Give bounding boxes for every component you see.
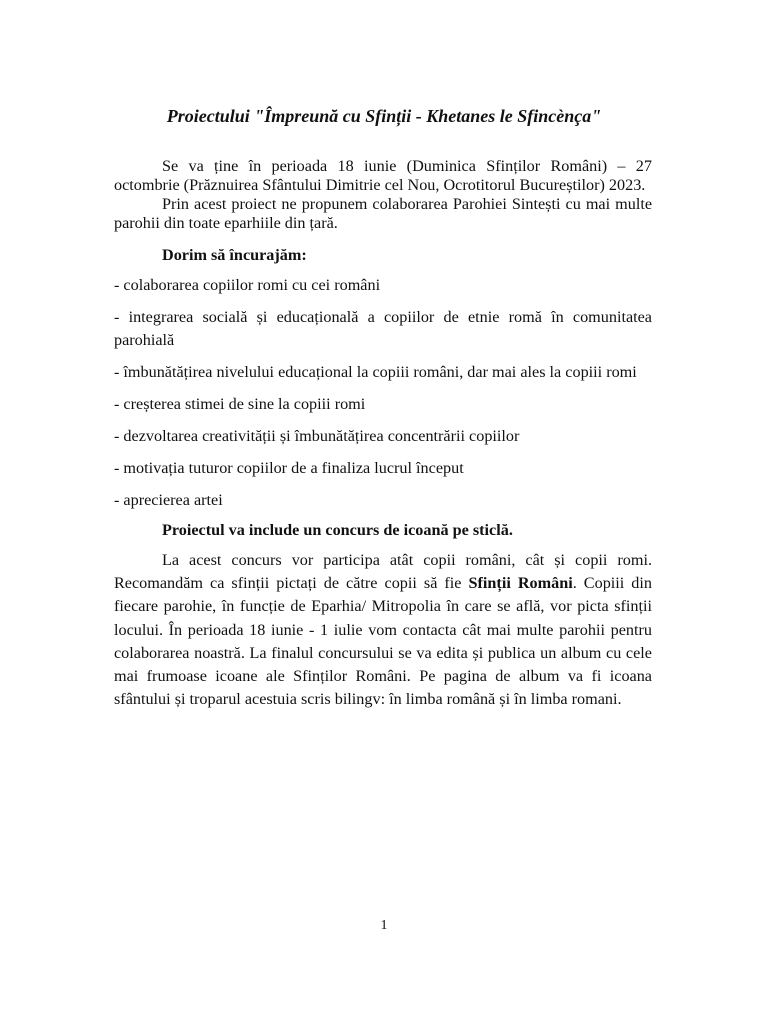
goal-item: - motivația tuturor copiilor de a finaliza lucrul început [114, 459, 464, 477]
contest-text-part1: La acest concurs vor participa atât copii români, cât și copii romi. Recomandăm ca sfinții pictați de către copii să fie [114, 551, 652, 593]
goal-item: - colaborarea copiilor romi cu cei români [114, 276, 381, 294]
intro-section [114, 157, 652, 233]
document-title: Proiectului "Împreună cu Sfinții - Khetanes le Sfincènça" [166, 106, 602, 126]
goals-heading: Dorim să încurajăm: [162, 246, 307, 264]
goals-list [114, 274, 652, 512]
goal-item: - îmbunătățirea nivelului educațional la copiii români, dar mai ales la copiii romi [114, 363, 637, 381]
document-body [114, 157, 652, 711]
contest-text-bold: Sfinții Români [468, 574, 573, 593]
contest-paragraph [114, 549, 652, 711]
contest-text-part2: . Copiii din fiecare parohie, în funcție de Eparhia/ Mitropolia în care se află, vor picta sfinții locului. În perioada 18 iunie - 1 iulie vom contacta cât mai multe parohii pentru colaborarea noastră. La finalul concursului se va edita și publica un album cu cele mai frumoase icoane ale Sfinților Români. Pe pagina de album va fi icoana sfântului și troparul acestuia scris bilingv: în limba română și în limba romani. [114, 574, 652, 709]
contest-heading: Proiectul va include un concurs de icoană pe sticlă. [162, 521, 513, 539]
page-number: 1 [380, 918, 388, 933]
intro-paragraph: Se va ține în perioada 18 iunie (Duminica Sfinților Români) – 27 octombrie (Prăznuirea Sfântului Dimitrie cel Nou, Ocrotitorul Bucureștilor) 2023. [114, 157, 652, 194]
goal-item: - dezvoltarea creativității și îmbunătățirea concentrării copiilor [114, 427, 520, 445]
collaboration-paragraph: Prin acest proiect ne propunem colaborarea Parohiei Sintești cu mai multe parohii din toate eparhiile din țară. [114, 195, 652, 232]
goal-item: - integrarea socială și educațională a copiilor de etnie romă în comunitatea parohială [114, 308, 652, 349]
goal-item: - aprecierea artei [114, 491, 223, 509]
goal-item: - creșterea stimei de sine la copiii romi [114, 395, 366, 413]
